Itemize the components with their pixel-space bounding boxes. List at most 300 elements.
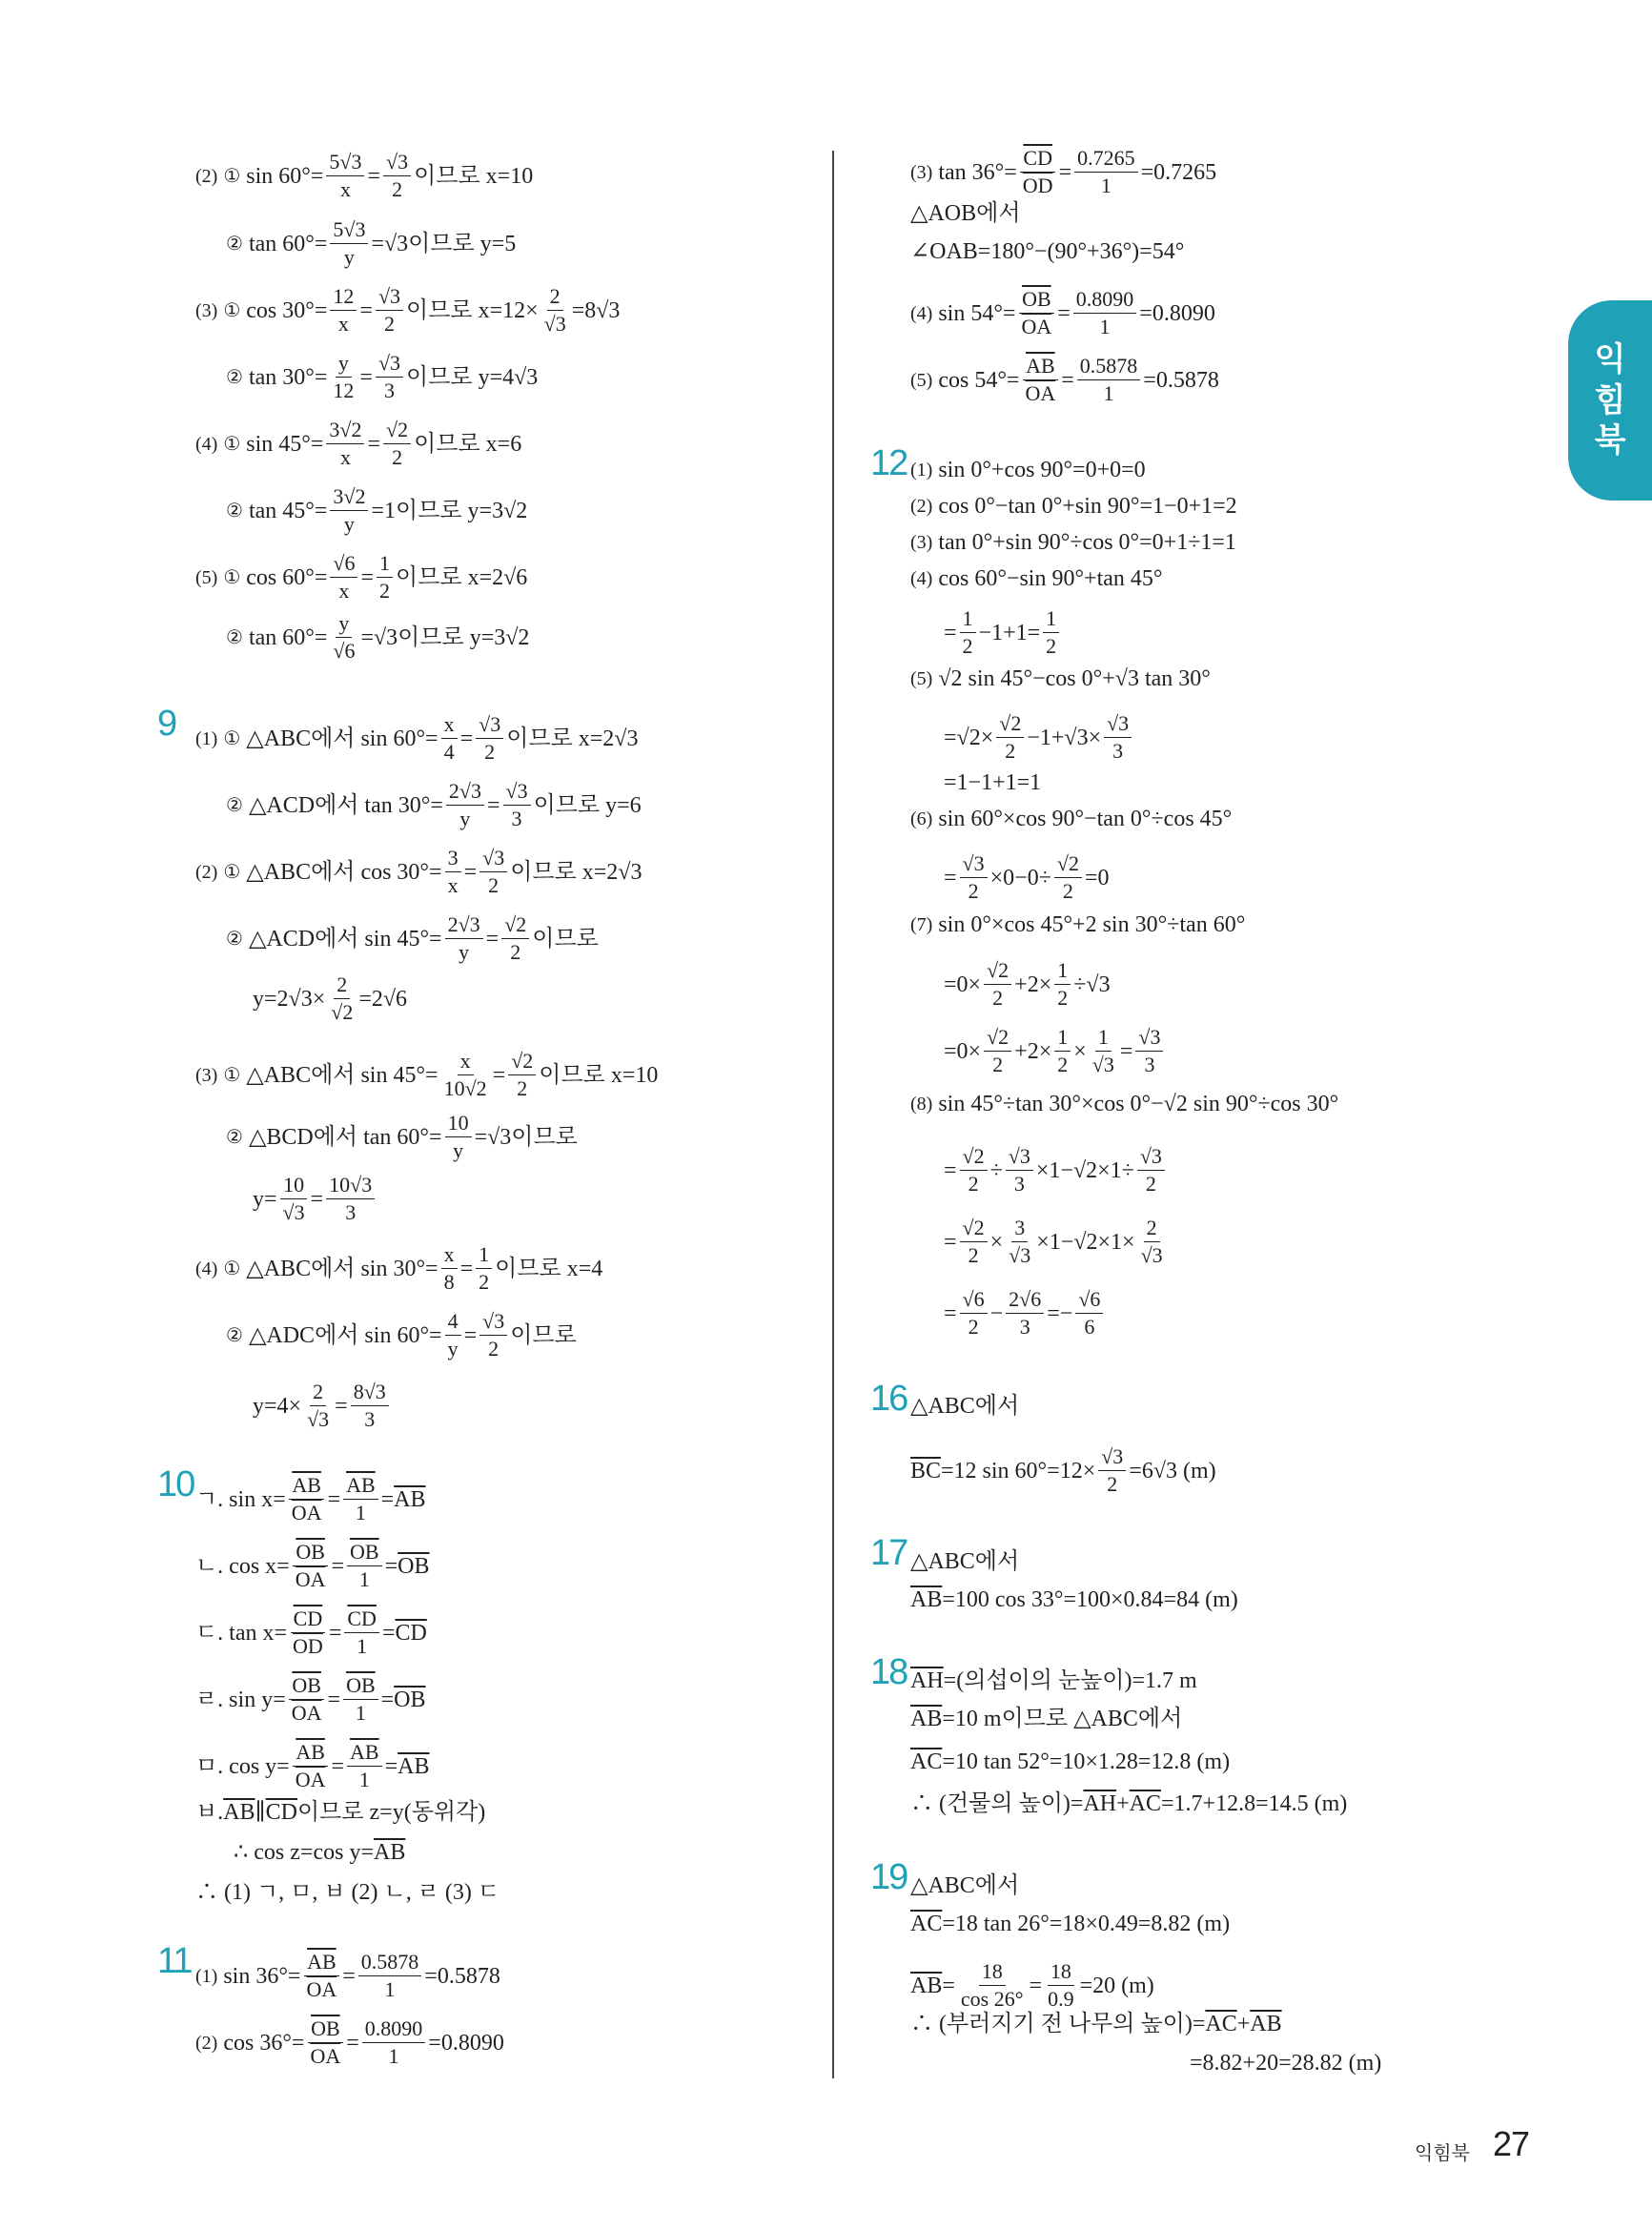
solution-line [234, 1841, 405, 1864]
denominator: OA [295, 1768, 326, 1792]
denominator: 4 [443, 740, 455, 765]
math-text: =8√3 [571, 297, 621, 323]
math-text: $\overline{AC}$ [910, 1749, 943, 1774]
math-text: = [310, 1186, 324, 1212]
fraction [960, 607, 976, 658]
fraction [1054, 959, 1071, 1010]
denominator: 3 [1013, 1172, 1025, 1197]
math-text: = [367, 163, 381, 189]
math-text: = [1061, 367, 1074, 393]
math-text: = [944, 1300, 957, 1326]
math-text: =12 sin 60°=12× [941, 1458, 1096, 1483]
fraction [1020, 147, 1056, 197]
problem-number: 10 [157, 1464, 194, 1504]
denominator: 2 [479, 1270, 490, 1295]
math-text: =10 m이므로 △ABC에서 [942, 1707, 1183, 1731]
solution-line [910, 1445, 1216, 1496]
denominator: OA [310, 2044, 341, 2069]
problem-number: 17 [870, 1533, 908, 1573]
numerator: √3 [1006, 1145, 1033, 1171]
math-text: 이므로 x=10 [414, 163, 534, 189]
math-text: = [459, 1256, 474, 1281]
solution-line [253, 1174, 377, 1224]
math-text: ×0−0÷ [989, 865, 1051, 890]
math-text: 이므로 y=4√3 [406, 364, 539, 390]
fraction [347, 1741, 382, 1791]
item-marker: (6) [910, 808, 933, 829]
solution-line [195, 419, 521, 469]
numerator: √3 [1098, 1445, 1126, 1471]
fraction [304, 1381, 332, 1431]
math-text: =√2× [944, 725, 994, 750]
numerator: √3 [1104, 712, 1132, 738]
item-marker: (3) [910, 532, 933, 553]
math-text: △ACD에서 sin 45°= [248, 926, 442, 951]
denominator: 3 [383, 378, 395, 403]
solution-line [944, 712, 1134, 763]
numerator: $\overline{OB}$ [289, 1674, 324, 1700]
math-text: = [944, 1229, 957, 1255]
math-text: $\overline{BC}$ [910, 1458, 942, 1483]
numerator: √2 [383, 419, 411, 444]
math-text: △ABC에서 cos 30°= [246, 859, 442, 885]
numerator: 2√6 [1006, 1288, 1044, 1314]
math-text: = [944, 620, 957, 645]
fraction [293, 1541, 329, 1591]
solution-line [910, 913, 1245, 936]
numerator: √2 [960, 1145, 988, 1171]
item-marker: ① [223, 165, 241, 187]
denominator: √3 [543, 312, 566, 337]
solution-line [944, 959, 1111, 1010]
denominator: 2 [392, 177, 403, 202]
denominator: 2 [992, 1053, 1004, 1077]
numerator: $\overline{CD}$ [344, 1607, 379, 1633]
math-text: =1.7+12.8=14.5 (m) [1161, 1791, 1348, 1816]
numerator: √2 [1054, 852, 1082, 878]
math-text: = [342, 1963, 356, 1989]
denominator: √2 [331, 1000, 354, 1025]
numerator: 1 [1095, 1026, 1112, 1052]
math-text: $\overline{OB}$ [394, 1687, 426, 1712]
numerator: 1 [1054, 1026, 1071, 1052]
item-marker: (2) [910, 496, 933, 517]
solution-line [195, 1951, 500, 2001]
denominator: √3 [1009, 1243, 1031, 1268]
problem-number: 11 [157, 1941, 192, 1981]
math-text: sin 36°= [223, 1963, 301, 1989]
numerator: 1 [377, 552, 393, 578]
numerator: 3√2 [326, 419, 364, 444]
denominator: 3 [511, 807, 522, 831]
denominator: 2 [1062, 879, 1073, 904]
fraction [476, 1243, 492, 1294]
math-text: △ABC에서 sin 60°= [246, 726, 438, 751]
denominator: 1 [388, 2044, 399, 2069]
item-marker: ① [223, 727, 241, 749]
math-text: =− [1047, 1300, 1073, 1326]
math-text: = [331, 1553, 345, 1579]
math-text: tan 60°= [248, 624, 328, 650]
numerator: 10 [280, 1174, 307, 1199]
item-marker: (1) [195, 1965, 218, 1987]
fraction [343, 1474, 378, 1524]
solution-line [910, 147, 1216, 197]
item-marker: ① [223, 299, 241, 321]
math-text: =0.5878 [1143, 367, 1219, 393]
numerator: $\overline{AB}$ [289, 1474, 324, 1500]
item-marker: (5) [910, 369, 933, 391]
item-marker: ② [226, 928, 243, 950]
math-text: = [944, 1157, 957, 1183]
math-text: △ACD에서 tan 30°= [248, 792, 443, 818]
denominator: 2 [1145, 1172, 1156, 1197]
fraction [351, 1381, 389, 1431]
solution-line [944, 1026, 1166, 1076]
fraction [1022, 355, 1058, 405]
denominator: √3 [1140, 1243, 1163, 1268]
item-marker: (5) [910, 668, 933, 689]
numerator: 3 [1011, 1217, 1028, 1242]
math-text: =0× [944, 972, 982, 997]
solution-line [910, 1669, 1197, 1692]
math-text: + [1116, 1791, 1130, 1816]
fraction [1104, 712, 1132, 763]
solution-line [253, 1381, 392, 1431]
math-text: = [360, 564, 375, 590]
fraction [1045, 1960, 1077, 2011]
math-text: cos 60°−sin 90°+tan 45° [938, 566, 1163, 591]
math-text: △ABC에서 sin 45°= [246, 1062, 438, 1088]
math-text: 이므로 z=y(동위각) [296, 1800, 486, 1825]
fraction [1135, 1026, 1163, 1076]
fraction [441, 1050, 490, 1100]
fraction [1077, 355, 1141, 405]
fraction [503, 780, 531, 830]
numerator: 0.5878 [358, 1951, 422, 1976]
denominator: y [459, 807, 471, 831]
numerator: $\overline{AB}$ [293, 1741, 328, 1767]
item-marker: (3) [195, 1064, 218, 1086]
math-text: △BCD에서 tan 60°= [248, 1124, 442, 1150]
math-text: $\overline{AH}$ [910, 1668, 944, 1693]
denominator: 1 [384, 1977, 396, 2002]
fraction [984, 959, 1011, 1010]
fraction [1138, 1217, 1166, 1267]
math-text: −1+1= [978, 620, 1041, 645]
denominator: 2 [379, 579, 391, 604]
numerator: 2√3 [446, 780, 484, 806]
numerator: √3 [503, 780, 531, 806]
math-text: =0.5878 [424, 1963, 500, 1989]
solution-line [910, 567, 1163, 590]
fraction [541, 285, 569, 336]
fraction [362, 2017, 426, 2068]
numerator: $\overline{AB}$ [343, 1474, 378, 1500]
numerator: $\overline{OB}$ [293, 1541, 328, 1566]
denominator: 2 [1057, 986, 1069, 1011]
item-marker: (1) [910, 460, 933, 481]
fraction [960, 852, 988, 903]
math-text: ∥ [255, 1800, 266, 1825]
solution-line [910, 288, 1215, 338]
fraction [1043, 607, 1059, 658]
numerator: √2 [984, 959, 1011, 985]
solution-line [944, 852, 1110, 903]
math-text: $\overline{AC}$ [1129, 1791, 1162, 1816]
numerator: √2 [984, 1026, 1011, 1052]
fraction [343, 1674, 378, 1725]
numerator: y [336, 352, 352, 378]
item-marker: (8) [910, 1094, 933, 1115]
solution-line [910, 1960, 1154, 2011]
denominator: OD [1022, 174, 1053, 198]
solution-line [195, 1474, 426, 1524]
fraction [330, 352, 357, 402]
numerator: 2 [334, 973, 350, 999]
math-text: = [486, 792, 500, 818]
numerator: y [336, 612, 352, 638]
denominator: 2 [484, 740, 496, 765]
denominator: √6 [333, 639, 356, 664]
math-text: ㄷ. tan x= [195, 1620, 288, 1646]
numerator: 1 [1054, 959, 1071, 985]
solution-line [910, 1792, 1347, 1815]
math-text: cos 54°= [938, 367, 1020, 393]
fraction [377, 552, 393, 603]
solution-line [910, 240, 1184, 263]
solution-line [195, 151, 533, 201]
fraction [446, 780, 484, 830]
solution-line [910, 1708, 1182, 1730]
fraction [383, 151, 411, 201]
fraction [330, 612, 357, 663]
math-text: =√3이므로 y=3√2 [360, 624, 530, 650]
numerator: √3 [1135, 1026, 1163, 1052]
math-text: − [989, 1300, 1004, 1326]
solution-line [910, 808, 1232, 830]
math-text: y= [253, 1186, 277, 1212]
math-text: −1+√3× [1027, 725, 1102, 750]
solution-line [195, 1541, 430, 1591]
side-tab-char: 익 [1594, 340, 1626, 379]
solution-line [910, 1874, 1019, 1897]
math-text: ∴ (1) ㄱ, ㅁ, ㅂ (2) ㄴ, ㄹ (3) ㄷ [195, 1880, 500, 1905]
fraction [326, 1174, 375, 1224]
math-text: $\overline{AB}$ [394, 1486, 426, 1512]
math-text: sin 45°÷tan 30°×cos 0°−√2 sin 90°÷cos 30° [938, 1092, 1339, 1116]
math-text: =6√3 (m) [1129, 1458, 1216, 1483]
numerator: $\overline{OB}$ [343, 1674, 378, 1700]
math-text: = [459, 726, 474, 751]
solution-line [195, 1801, 485, 1824]
fraction [376, 285, 403, 336]
denominator: 2 [1005, 739, 1016, 764]
denominator: 2 [392, 445, 403, 470]
numerator: x [441, 1243, 458, 1269]
math-text: =(의섭이의 눈높이)=1.7 m [943, 1668, 1197, 1693]
math-text: $\overline{CD}$ [265, 1800, 297, 1825]
math-text: $\overline{AB}$ [223, 1800, 255, 1825]
math-text: = [944, 865, 957, 890]
fraction [1098, 1445, 1126, 1496]
numerator: 1 [960, 607, 976, 633]
problem-number: 16 [870, 1379, 908, 1419]
math-text: +2× [1014, 972, 1052, 997]
math-text: tan 60°= [248, 231, 328, 256]
math-text: ㅂ. [195, 1800, 224, 1825]
math-text: ∴ (건물의 높이)= [910, 1791, 1084, 1816]
math-text: y=2√3× [253, 986, 326, 1012]
item-marker: ① [223, 433, 241, 455]
solution-line [195, 552, 527, 603]
fraction [376, 352, 403, 402]
math-text: = [359, 364, 373, 390]
math-text: ㄱ. sin x= [195, 1486, 286, 1512]
solution-line [195, 847, 642, 897]
math-text: $\overline{AB}$ [398, 1753, 430, 1779]
denominator: 1 [1099, 315, 1111, 339]
math-text: = [1119, 1038, 1133, 1064]
side-tab-char: 힘 [1594, 380, 1626, 419]
math-text: = [380, 1687, 395, 1712]
page-number: 27 [1493, 2124, 1530, 2163]
denominator: 2 [968, 879, 979, 904]
math-text: ÷ [989, 1157, 1003, 1183]
math-text: = [463, 1322, 478, 1348]
denominator: 1 [355, 1701, 366, 1726]
math-text: cos 30°= [246, 297, 328, 323]
math-text: =0 [1084, 865, 1110, 890]
math-text: = [346, 2030, 359, 2056]
solution-line [226, 1112, 578, 1162]
numerator: $\overline{OB}$ [308, 2017, 343, 2043]
math-text: sin 54°= [938, 300, 1016, 326]
fraction [508, 1050, 536, 1100]
denominator: 3 [1019, 1315, 1030, 1340]
solution-line [910, 495, 1237, 518]
math-text: $\overline{AB}$ [910, 1973, 943, 1998]
denominator: 1 [357, 1634, 368, 1659]
math-text: = [381, 1620, 396, 1646]
problem-number: 18 [870, 1652, 908, 1692]
denominator: 2 [1107, 1472, 1118, 1497]
numerator: 1 [1043, 607, 1059, 633]
math-text: tan 45°= [248, 498, 328, 523]
numerator: 10√3 [326, 1174, 375, 1199]
solution-line [944, 1217, 1169, 1267]
denominator: √3 [282, 1200, 305, 1225]
solution-line [910, 1093, 1338, 1115]
item-marker: ② [226, 1126, 243, 1148]
numerator: 18 [1048, 1960, 1074, 1986]
numerator: √2 [501, 913, 529, 939]
problem-number: 12 [870, 443, 908, 483]
fraction [1137, 1145, 1165, 1196]
numerator: $\overline{AB}$ [347, 1741, 382, 1767]
fraction [441, 1243, 458, 1294]
denominator: 1 [355, 1501, 366, 1525]
denominator: y [447, 1337, 459, 1361]
item-marker: ① [223, 1064, 241, 1086]
numerator: 0.8090 [1073, 288, 1137, 314]
item-marker: (2) [195, 165, 218, 187]
item-marker: (1) [195, 727, 218, 749]
math-text: ∴ (부러지기 전 나무의 높이)= [910, 2012, 1206, 2036]
item-marker: ② [226, 500, 243, 522]
math-text: ×1−√2×1÷ [1035, 1157, 1134, 1183]
denominator: 2 [1057, 1053, 1069, 1077]
item-marker: (7) [910, 914, 933, 935]
math-text: $\overline{OB}$ [398, 1553, 430, 1579]
math-text: 이므로 x=12× [406, 297, 539, 323]
math-text: +2× [1014, 1038, 1052, 1064]
math-text: =0.8090 [1139, 300, 1215, 326]
math-text: ㄴ. cos x= [195, 1553, 290, 1579]
denominator: OA [295, 1567, 326, 1592]
math-text: 이므로 x=2√3 [506, 726, 639, 751]
solution-line [195, 2017, 504, 2068]
denominator: 1 [1103, 381, 1114, 406]
denominator: 10√2 [443, 1076, 487, 1101]
math-text: ∴ cos z=cos y= [234, 1840, 374, 1865]
item-marker: ② [226, 626, 243, 648]
math-text: √2 sin 45°−cos 0°+√3 tan 30° [938, 666, 1211, 691]
math-text: ㄹ. sin y= [195, 1687, 286, 1712]
denominator: OD [293, 1634, 323, 1659]
denominator: 0.9 [1048, 1987, 1074, 2012]
math-text: sin 45°= [246, 431, 324, 457]
item-marker: ① [223, 861, 241, 883]
denominator: x [338, 579, 350, 604]
math-text: 이므로 [532, 926, 599, 951]
fraction [479, 847, 507, 897]
numerator: 0.7265 [1074, 147, 1138, 173]
numerator: √2 [996, 712, 1024, 738]
denominator: x [339, 445, 351, 470]
item-marker: ① [223, 566, 241, 588]
denominator: 6 [1084, 1315, 1095, 1340]
fraction [958, 1960, 1027, 2011]
fraction [960, 1145, 988, 1196]
numerator: √6 [1075, 1288, 1103, 1314]
footer-label: 익힘북 [1415, 2141, 1470, 2164]
math-text: = [463, 859, 478, 885]
math-text: 이므로 [510, 1322, 577, 1348]
math-text: =1이므로 y=3√2 [371, 498, 528, 523]
numerator: √2 [960, 1217, 988, 1242]
fraction [330, 285, 357, 336]
denominator: 2 [992, 986, 1004, 1011]
denominator: 8 [443, 1270, 455, 1295]
fraction [293, 1741, 329, 1791]
math-text: = [384, 1553, 398, 1579]
numerator: √3 [376, 352, 403, 378]
fraction [330, 218, 368, 269]
numerator: $\overline{AB}$ [1023, 355, 1058, 380]
fraction [347, 1541, 382, 1591]
fraction [1054, 1026, 1071, 1076]
numerator: 0.5878 [1077, 355, 1141, 380]
numerator: $\overline{OB}$ [347, 1541, 382, 1566]
solution-line [910, 1588, 1238, 1611]
math-text: =20 (m) [1079, 1973, 1154, 1998]
math-text: sin 0°×cos 45°+2 sin 30°÷tan 60° [938, 912, 1246, 937]
numerator: 2√3 [445, 913, 483, 939]
solution-line [944, 607, 1062, 658]
math-text: △ABC에서 [910, 1549, 1020, 1574]
math-text: 이므로 x=10 [539, 1062, 659, 1088]
